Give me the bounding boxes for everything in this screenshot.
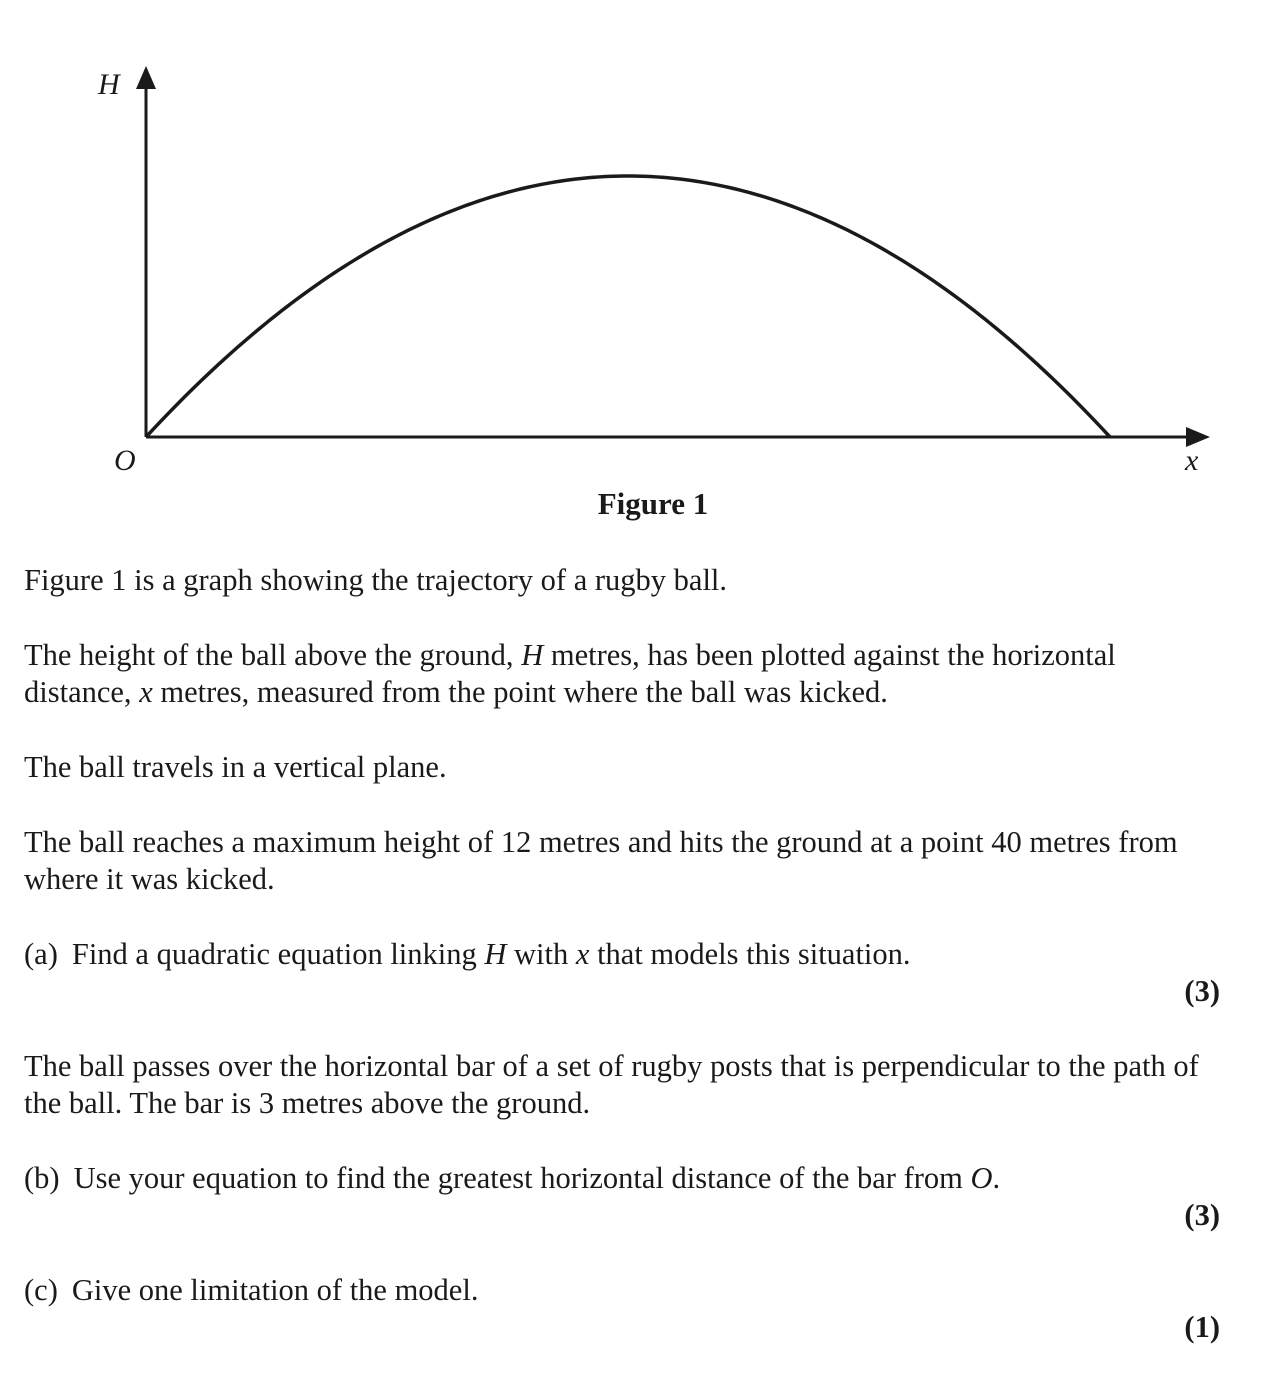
variable-x: x [575, 937, 590, 971]
vertical-plane-text: The ball travels in a vertical plane. [24, 750, 447, 784]
text-segment: Find a quadratic equation linking [71, 937, 485, 971]
x-axis-label: x [1185, 444, 1199, 477]
text-segment: . [992, 1161, 1001, 1195]
h-axis-label: H [98, 68, 120, 101]
trajectory-figure [0, 0, 1274, 480]
part-a-marks: (3) [1184, 974, 1220, 1008]
rugby-bar-text: The ball passes over the horizontal bar of a set of rugby posts that is perpendicular to the path of the ball. The bar is 3 metres above the ground. [24, 1049, 1199, 1120]
text-segment: that models this situation. [589, 937, 911, 971]
variable-x: x [139, 675, 153, 709]
part-c-question [24, 1272, 478, 1309]
trajectory-curve [146, 176, 1110, 437]
variable-h: H [484, 937, 507, 971]
text-segment: Use your equation to find the greatest horizontal distance of the bar from [73, 1161, 971, 1195]
max-height-text: The ball reaches a maximum height of 12 metres and hits the ground at a point 40 metres from where it was kicked. [24, 825, 1178, 896]
text-segment: Give one limitation of the model. [71, 1273, 479, 1307]
text-segment: The height of the ball above the ground, [24, 638, 522, 672]
origin-label: O [114, 444, 136, 477]
description-text [24, 637, 1204, 711]
part-c-label: (c) [24, 1273, 58, 1307]
figure-caption: Figure 1 [597, 486, 709, 521]
part-b-question [24, 1160, 1000, 1197]
text-segment: with [506, 937, 576, 971]
intro-text: Figure 1 is a graph showing the trajectory of a rugby ball. [24, 563, 728, 597]
part-a-label: (a) [24, 937, 58, 971]
part-c-marks: (1) [1184, 1310, 1220, 1344]
part-b-label: (b) [24, 1161, 60, 1195]
h-axis-arrowhead [136, 66, 156, 89]
part-b-marks: (3) [1184, 1198, 1220, 1232]
variable-o: O [970, 1161, 993, 1195]
text-segment: metres, measured from the point where the ball was kicked. [152, 675, 888, 709]
variable-h: H [521, 638, 544, 672]
text-segment: metres, has been plotted against the horizontal distance, [24, 638, 1116, 709]
part-a-question [24, 936, 911, 973]
